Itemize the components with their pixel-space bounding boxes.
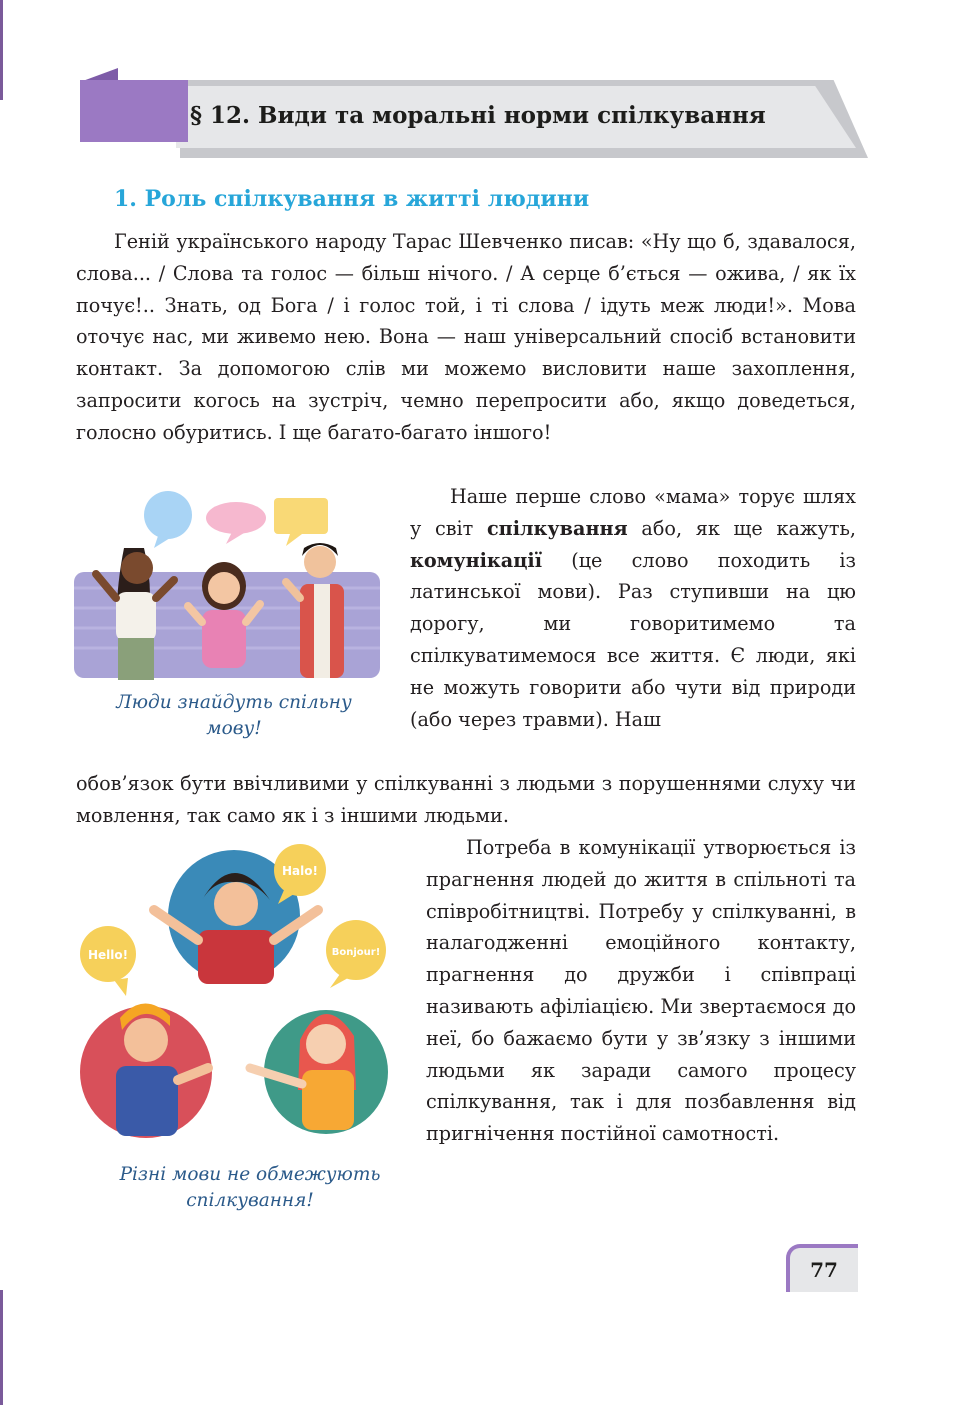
- bubble-bonjour: Bonjour!: [331, 947, 381, 958]
- paragraph-duty: обов’язок бути ввічливими у спілкуванні з людьми з порушеннями слуху чи мовлення, так само як і з іншими людьми.: [76, 772, 856, 827]
- figure-2-caption: Різні мови не обмежують спілкування!: [119, 1164, 381, 1211]
- term-communication: спілкування: [487, 516, 628, 540]
- illustration-three-people-talking: [74, 488, 384, 680]
- bubble-hello: Hello!: [87, 948, 129, 962]
- term-communication-latin: комунікації: [410, 548, 542, 572]
- paragraph-communication: Наше перше слово «мама» торує шлях у світ спілкування або, як ще кажуть, комунікації (це слово походить із латинської мови). Раз ступивши на цю дорогу, ми говоритимемо та спілкуватимемося все життя. Є люди, які не можуть говорити або чути від природи (або через травми). Наш: [410, 485, 856, 731]
- page-number: 77: [786, 1244, 858, 1292]
- paragraph-affiliation: Потреба в комунікації утворюється із прагнення людей до життя в спільноті та співробітництві. Потребу у спілкуванні, в налагодженні емоційного контакту, прагнення до дружби і співпраці називають афіліацією. Ми звертаємося до неї, бо бажаємо бути у зв’язку з іншими людьми як заради самого процесу спілкування, так і для позбавлення від пригнічення постійної самотності.: [426, 836, 856, 1146]
- section-title: § 12. Види та моральні норми спілкування: [190, 102, 766, 129]
- paragraph-intro: Геній українського народу Тарас Шевченко писав: «Ну що б, здавалося, слова... / Слова та голос — більш нічого. / А серце б’ється — ожива, / як їх почує!.. Знать, од Бога / і голос той, і ті слова / ідуть меж люди!». Мова оточує нас, ми живемо нею. Вона — наш універсальний спосіб встановити контакт. За допомогою слів ми можемо висловити наше захоплення, запросити когось на зустріч, чемно перепросити або, якщо доведеться, голосно обуритись. І ще багато-багато іншого!: [76, 230, 856, 444]
- bubble-halo: Halo!: [282, 864, 318, 878]
- page-edge-bottom: [0, 1290, 3, 1405]
- page-edge-top: [0, 0, 3, 100]
- subsection-title: 1. Роль спілкування в житті людини: [114, 186, 590, 212]
- figure-1-caption: Люди знайдуть спільну мову!: [116, 692, 352, 739]
- illustration-multilingual-greetings: [74, 840, 398, 1156]
- section-banner: [80, 68, 870, 160]
- banner-accent: [80, 80, 188, 142]
